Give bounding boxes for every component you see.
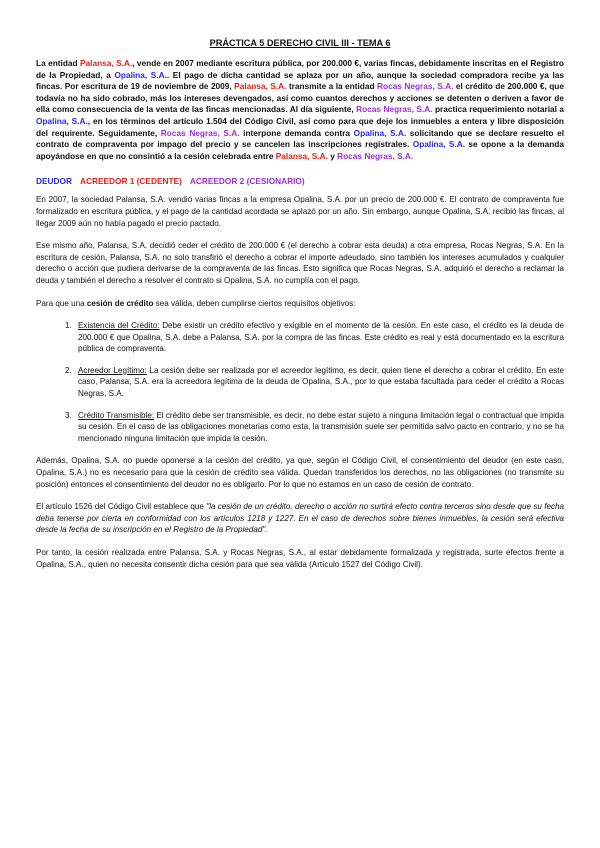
list-item: 1. Existencia del Crédito: Debe existir un crédito efectivo y exigible en el momento de la cesión. En este caso, el crédito es la deuda de 200.000 € que Opalina, S.A. debe a Palansa, S.A. por la compra de las fincas. Este crédito es real y está documentado en la escritura pública de compraventa. [74,320,564,355]
rocas-highlight: Rocas Negras, S.A. [377,81,454,92]
paragraph-6: Por tanto, la cesión realizada entre Palansa, S.A. y Rocas Negras, S.A., al estar debidamente formalizada y registrada, surte efectos frente a Opalina, S.A., quien no necesita consentir dicha cesión para que sea válida (Artículo 1527 del Código Civil). [36,548,564,569]
list-item: 2. Acreedor Legítimo: La cesión debe ser realizada por el acreedor legítimo, es decir, quien tiene el derecho a cobrar el crédito. En este caso, Palansa, S.A. era la acreedora legítima de la deuda de Opalina, S.A., por lo que estaba facultada para ceder el crédito a Rocas Negras, S.A. [74,365,564,400]
color-legend [36,176,564,186]
palansa-highlight: Palansa, S.A. [234,81,287,92]
rocas-highlight: Rocas Negras, S.A. [356,104,433,115]
rocas-highlight: Rocas Negras, S.A. [337,150,414,161]
palansa-highlight: Palansa, S.A. [275,150,328,161]
case-statement: La entidad Palansa, S.A., vende en 2007 mediante escritura pública, por 200.000 €, varias fincas, debidamente inscritas en el Registro de la Propiedad, a Opalina, S.A.. El pago de dicha cantidad se aplaza por un año, aunque la sociedad compradora recibe ya las fincas. Por escritura de 19 de noviembre de 2009, Palansa, S.A. transmite a la entidad Rocas Negras, S.A. el crédito de 200.000 €, que todavía no ha sido cobrado, más los intereses devengados, así como cuantos derechos y acciones se detenten o deriven a favor de ella como consecuencia de la venta de las fincas mencionadas. Al día siguiente, Rocas Negras, S.A. practica requerimiento notarial a Opalina, S.A., en los términos del artículo 1.504 del Código Civil, así como para que deje los inmuebles a entera y libre disposición del requirente. Seguidamente, Rocas Negras, S.A. interpone demanda contra Opalina, S.A. solicitando que se declare resuelto el contrato de compraventa por impago del precio y se cancelen las inscripciones registrales. Opalina, S.A. se opone a la demanda apoyándose en que no consintió a la cesión celebrada entre Palansa, S.A. y Rocas Negras, S.A. [36,58,565,161]
legend-acreedor-1: ACREEDOR 1 (CEDENTE) [79,176,182,187]
paragraph-2: Ese mismo año, Palansa, S.A. decidió ceder el crédito de 200.000 € (el derecho a cobrar esta deuda) a otra empresa, Rocas Negras, S.A. En la escritura de cesión, Palansa, S.A. no solo transfirió el derecho a cobrar el importe adeudado, sino también los intereses acumulados y cualquier derecho o acción que pudiera derivarse de la compraventa de las fincas. Esto significa que Rocas Negras, S.A. adquirió el derecho a reclamar la deuda y también el derecho a resolver el contrato si Opalina, S.A. no cumplía con el pago. [36,241,564,285]
opalina-highlight: Opalina, S.A. [412,139,466,150]
requirements-list [36,320,564,444]
legend-deudor: DEUDOR [36,176,72,187]
palansa-highlight: Palansa, S.A. [80,58,133,68]
list-item: 3. Crédito Transmisible: El crédito debe ser transmisible, es decir, no debe estar sujeto a ninguna limitación legal o contractual que impida su cesión. En el caso de las obligaciones monetarias como esta, la transmisión suele ser permitida salvo pacto en contrario, y no se ha mencionado ninguna limitación que impida la cesión. [74,410,564,445]
legend-acreedor-2: ACREEDOR 2 (CESIONARIO) [189,176,305,187]
opalina-highlight: Opalina, S.A. [36,115,88,126]
document-page [36,38,564,581]
article-quote: "la cesión de un crédito, derecho o acción no surtirá efecto contra terceros sino desde que su fecha deba tenerse por cierta en conformidad con los artículos 1218 y 1227. En el caso de derechos sobre bienes inmuebles, la cesión será efectiva desde la fecha de su inscripción en el Registro de la Propiedad". [36,502,564,535]
rocas-highlight: Rocas Negras, S.A. [160,127,240,138]
opalina-highlight: Opalina, S.A. [114,69,167,80]
opalina-highlight: Opalina, S.A. [353,127,407,138]
paragraph-4: Además, Opalina, S.A. no puede oponerse a la cesión del crédito, ya que, según el Código Civil, el consentimiento del deudor (en este caso, Opalina, S.A.) no es necesario para que la cesión de crédito sea válida. Quedan transferidos los derechos, no las obligaciones (no transmite su posición) entonces el consentimiento del deudor no es obligarlo. Por lo que no estamos en un caso de cesión de contrato. [36,456,564,489]
document-title: PRÁCTICA 5 DERECHO CIVIL III - TEMA 6 [209,38,391,48]
paragraph-1: En 2007, la sociedad Palansa, S.A. vendió varias fincas a la empresa Opalina, S.A. por un precio de 200.000 €. El contrato de compraventa fue formalizado en escritura pública, y el pago de la cantidad acordada se aplazó por un año. Sin embargo, aunque Opalina, S.A. recibió las fincas, al llegar 2009 aún no había pagado el precio pactado. [36,195,564,228]
paragraph-3: Para que una cesión de crédito sea válida, deben cumplirse ciertos requisitos objetivos: [36,298,356,308]
paragraph-5: El artículo 1526 del Código Civil establece que "la cesión de un crédito, derecho o acción no surtirá efecto contra terceros sino desde que su fecha deba tenerse por cierta en conformidad con los artículos 1218 y 1227. En el caso de derechos sobre bienes inmuebles, la cesión será efectiva desde la fecha de su inscripción en el Registro de la Propiedad". [36,502,564,535]
